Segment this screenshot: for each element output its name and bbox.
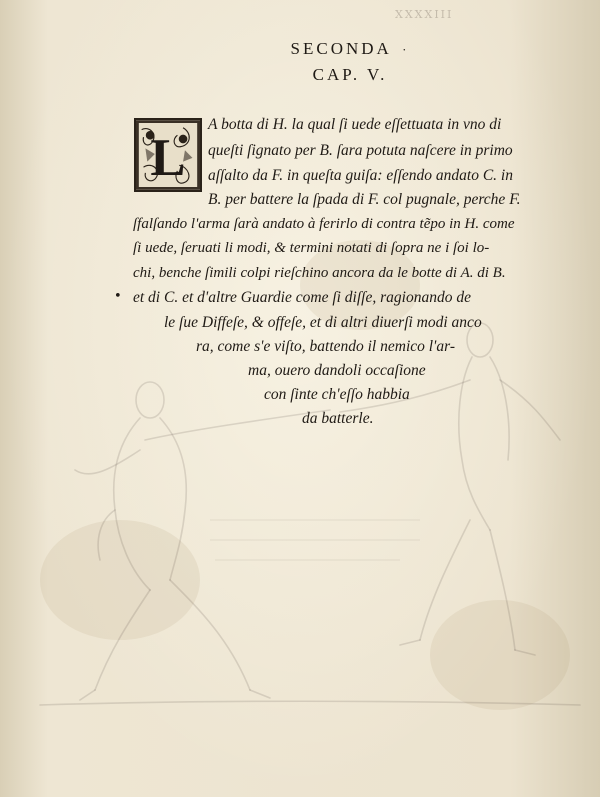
running-head-text: SECONDA [290,39,391,58]
text-line: ſi uede, ſeruati li modi, & termini notati di ſopra ne i ſoi lo- [133,240,490,256]
text-line: ra, come s'e viſto, battendo il nemico l'ar- [196,338,456,355]
decorated-initial-letter: L [150,128,186,187]
text-line: A botta di H. la qual ſi uede eſſettuata in vno di [208,116,502,133]
text-line: ma, ouero dandoli occaſione [248,362,426,379]
text-line: da batterle. [302,410,374,427]
text-line: con ſinte ch'eſſo habbia [264,386,410,403]
running-head-mark: · [402,42,410,57]
page-header [250,38,450,86]
text-line: B. per battere la ſpada di F. col pugnale, perche F. [208,191,521,208]
text-line: queſti ſignato per B. ſara potuta naſcere in primo [208,142,513,159]
text-line: et di C. et d'altre Guardie come ſi diſſe, ragionando de [133,289,471,306]
decorated-initial [134,118,202,192]
running-head [250,38,450,61]
text-line: aſſalto da F. in queſta guiſa: eſſendo andato C. in [208,167,513,184]
bleed-through-text: XXXXIII [395,8,454,21]
decorated-initial-engraving [136,120,200,190]
text-line: ſfalſando l'arma ſarà andato à ferirlo di contra tẽpo in H. come [133,216,515,232]
chapter-heading: CAP. V. [312,65,388,84]
margin-mark: • [114,289,122,304]
text-line: chi, benche ſimili colpi rieſchino ancora da le botte di A. di B. [133,265,506,281]
text-line: le ſue Diffeſe, & offeſe, et di altri diuerſi modi anco [164,314,482,331]
